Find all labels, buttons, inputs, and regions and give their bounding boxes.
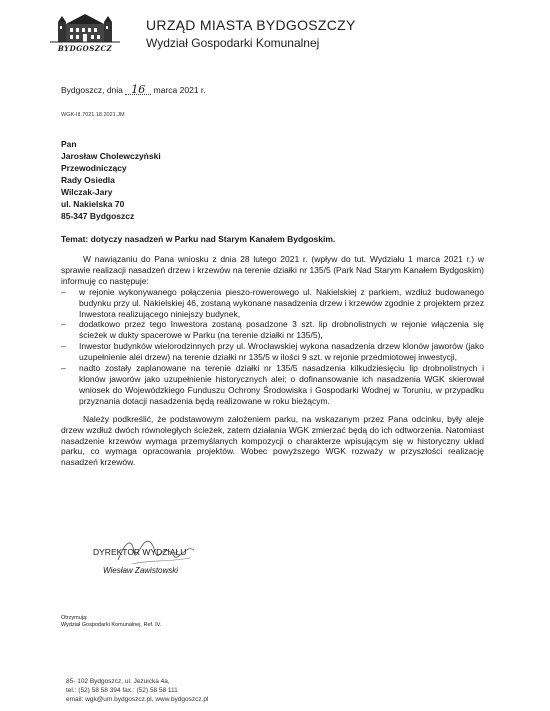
date-day-handwritten: 16	[125, 86, 151, 95]
signature-title: DYREKTOR WYDZIAŁU	[93, 547, 187, 557]
letter-body	[61, 254, 484, 468]
body-intro: W nawiązaniu do Pana wniosku z dnia 28 lutego 2021 r. (wpływ do tut. Wydziału 1 marca 2021 r.) w sprawie realizacji nasadzeń drzew i krzewów na terenie działki nr 135/5 (Park Nad Starym Kanałem Bydgoskim) informuję co następuje:	[61, 254, 484, 286]
signatory-name: Wiesław Zawistowski	[103, 566, 179, 575]
city-logo	[40, 14, 130, 56]
addressee-line: Jarosław Cholewczyński	[61, 151, 161, 161]
body-bullet: – dodatkowo przez tego Inwestora zostaną posadzone 3 szt. lip drobnolistnych w rejonie włączenia się ścieżek w dukty spacerowe w Parku (na terenie działki nr 135/5),	[61, 319, 484, 341]
addressee-line: Pan	[61, 139, 77, 149]
department-name: Wydział Gospodarki Komunalnej	[146, 36, 320, 50]
addressee-line: ul. Nakielska 70	[61, 199, 125, 209]
body-closing: Należy podkreślić, że podstawowym założeniem parku, na wskazanym przez Pana odcinku, były aleje drzew wzdłuż dwóch równoległych ścieżek, zatem działania WGK zmierzać będą do ich odtworzenia. Natomiast nasadzenie krzewów wymaga przemyślanych kompozycji o charakterze wpisującym się w historyczny układ parku, co wymaga opracowania projektów. Wobec powyższego WGK rozważy w przyszłości realizację nasadzeń krzewów.	[61, 413, 484, 468]
reference-number: WGK-III.7021.18.2021.JM	[61, 112, 125, 118]
addressee-line: 85-347 Bydgoszcz	[61, 211, 135, 221]
town-hall-icon	[40, 14, 130, 44]
footer-address: 85- 102 Bydgoszcz, ul. Jezuicka 4a,	[66, 678, 170, 685]
date-line	[61, 85, 206, 95]
recipient-item: Wydział Gospodarki Komunalnej, Ref. IV.	[61, 622, 162, 628]
body-bullet: – w rejonie wykonywanego połączenia pieszo-rowerowego ul. Nakielskiej z parkiem, wzdłuż budowanego budynku przy ul. Nakielskiej 46, zostaną wykonane nasadzenia drzew i krzewów zgodnie z projektem przez Inwestora realizującego niniejszy budynek,	[61, 287, 484, 320]
office-title: URZĄD MIASTA BYDGOSZCZY	[146, 17, 356, 33]
addressee-line: Rady Osiedla	[61, 175, 115, 185]
recipients-label: Otrzymują:	[61, 615, 88, 621]
date-prefix: Bydgoszcz, dnia	[61, 85, 123, 95]
addressee-line: Przewodniczący	[61, 163, 127, 173]
addressee-block	[61, 138, 161, 222]
addressee-line: Wilczak-Jary	[61, 187, 113, 197]
contact-footer	[66, 677, 208, 704]
date-suffix: marca 2021 r.	[153, 85, 206, 95]
subject-line: Temat: dotyczy nasadzeń w Parku nad Starym Kanałem Bydgoskim.	[61, 234, 336, 244]
logo-wordmark: BYDGOSZCZ	[57, 44, 113, 53]
body-bullet-list	[61, 287, 484, 407]
body-bullet: – Inwestor budynków wielorodzinnych przy ul. Wrocławskiej wykona nasadzenia drzew klonów jaworów (jako uzupełnienie alei drzew) na terenie działki nr 135/5 w ilości 9 szt. w rejonie przedmiotowej inwestycji,	[61, 341, 484, 363]
body-bullet: – nadto zostały zaplanowane na terenie działki nr 135/5 nasadzenia kilkudziesięciu lip drobnolistnych i klonów jaworów jako uzupełnienie historycznych alei; o dofinansowanie ich nasadzenia WGK skierował wniosek do Wojewódzkiego Funduszu Ochrony Środowiska i Gospodarki Wodnej w Toruniu, w przypadku przyznania dotacji nasadzenia będą realizowane w roku bieżącym.	[61, 363, 484, 407]
footer-phone: tel.: (52) 58 58 394 fax.: (52) 58 58 111	[66, 687, 178, 694]
footer-email: email: wgk@um.bydgoszcz.pl, www.bydgoszcz.pl	[66, 696, 209, 703]
